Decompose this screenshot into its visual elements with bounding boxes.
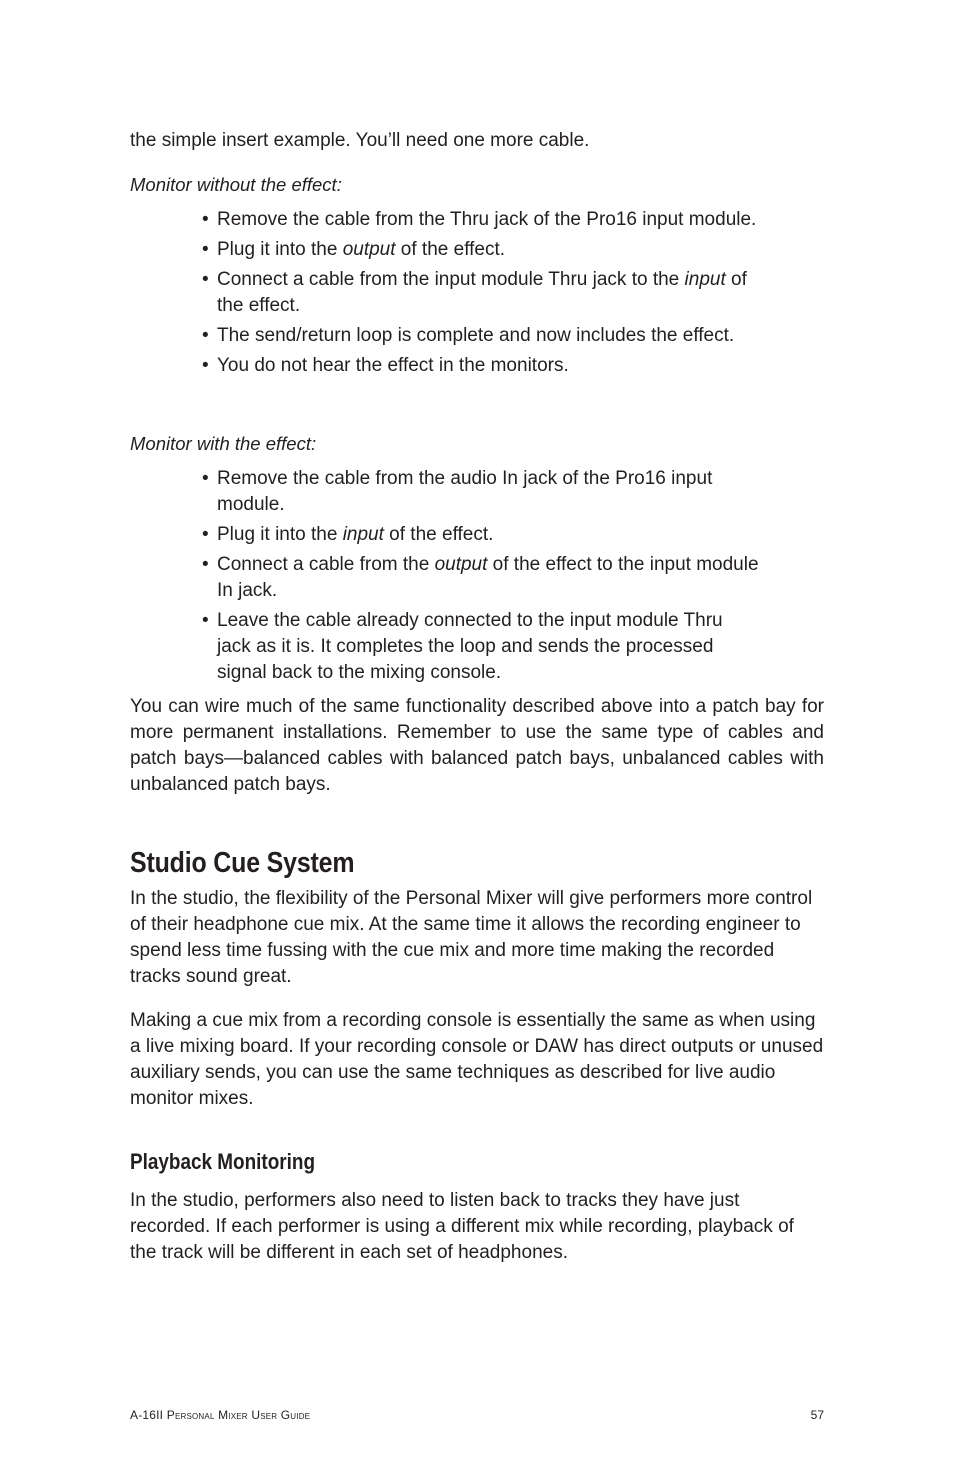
studio-paragraph-2: Making a cue mix from a recording console is essentially the same as when using a live mixing board. If your recording console or DAW has direct outputs or unused auxiliary sends, you can use the same techniques as described for live audio monitor mixes. [130, 1010, 824, 1109]
page-number: 57 [810, 1408, 824, 1422]
intro-text: the simple insert example. You’ll need one more cable. [130, 130, 590, 151]
list-item: • Plug it into the output of the effect. [202, 239, 506, 260]
without-effect-list [200, 207, 760, 379]
studio-paragraph-1: In the studio, the flexibility of the Personal Mixer will give performers more control of their headphone cue mix. At the same time it allows the recording engineer to spend less time fussing with the cue mix and more time making the recorded tracks sound great. [130, 888, 813, 987]
list-item: • Remove the cable from the Thru jack of the Pro16 input module. [202, 209, 757, 230]
list-item: • Plug it into the input of the effect. [202, 524, 494, 545]
section-label-with-effect: Monitor with the effect: [130, 433, 317, 454]
patch-bay-paragraph: You can wire much of the same functionality described above into a patch bay for more permanent installations. Remember to use the same type of cables and patch bays—balanced cables with balanced patch bays, unbalanced cables with unbalanced patch bays. [130, 696, 824, 795]
page-content [130, 124, 824, 1266]
list-item: • You do not hear the effect in the monitors. [202, 355, 569, 376]
footer-title: A-16II Personal Mixer User Guide [130, 1408, 311, 1422]
playback-paragraph: In the studio, performers also need to listen back to tracks they have just recorded. If each performer is using a different mix while recording, playback of the track will be different in each set of headphones. [130, 1190, 794, 1263]
with-effect-list [200, 466, 760, 686]
list-item: • Connect a cable from the input module Thru jack to the input of the effect. [202, 269, 747, 316]
list-item: • Leave the cable already connected to the input module Thru jack as it is. It completes the loop and sends the processed signal back to the mixing console. [202, 610, 723, 683]
playback-heading: Playback Monitoring [130, 1149, 316, 1174]
list-item: • The send/return loop is complete and now includes the effect. [202, 325, 735, 346]
list-item: • Connect a cable from the output of the effect to the input module In jack. [202, 554, 759, 601]
section-label-without-effect: Monitor without the effect: [130, 174, 342, 195]
studio-cue-heading: Studio Cue System [130, 847, 355, 879]
list-item: • Remove the cable from the audio In jack of the Pro16 input module. [202, 468, 713, 515]
